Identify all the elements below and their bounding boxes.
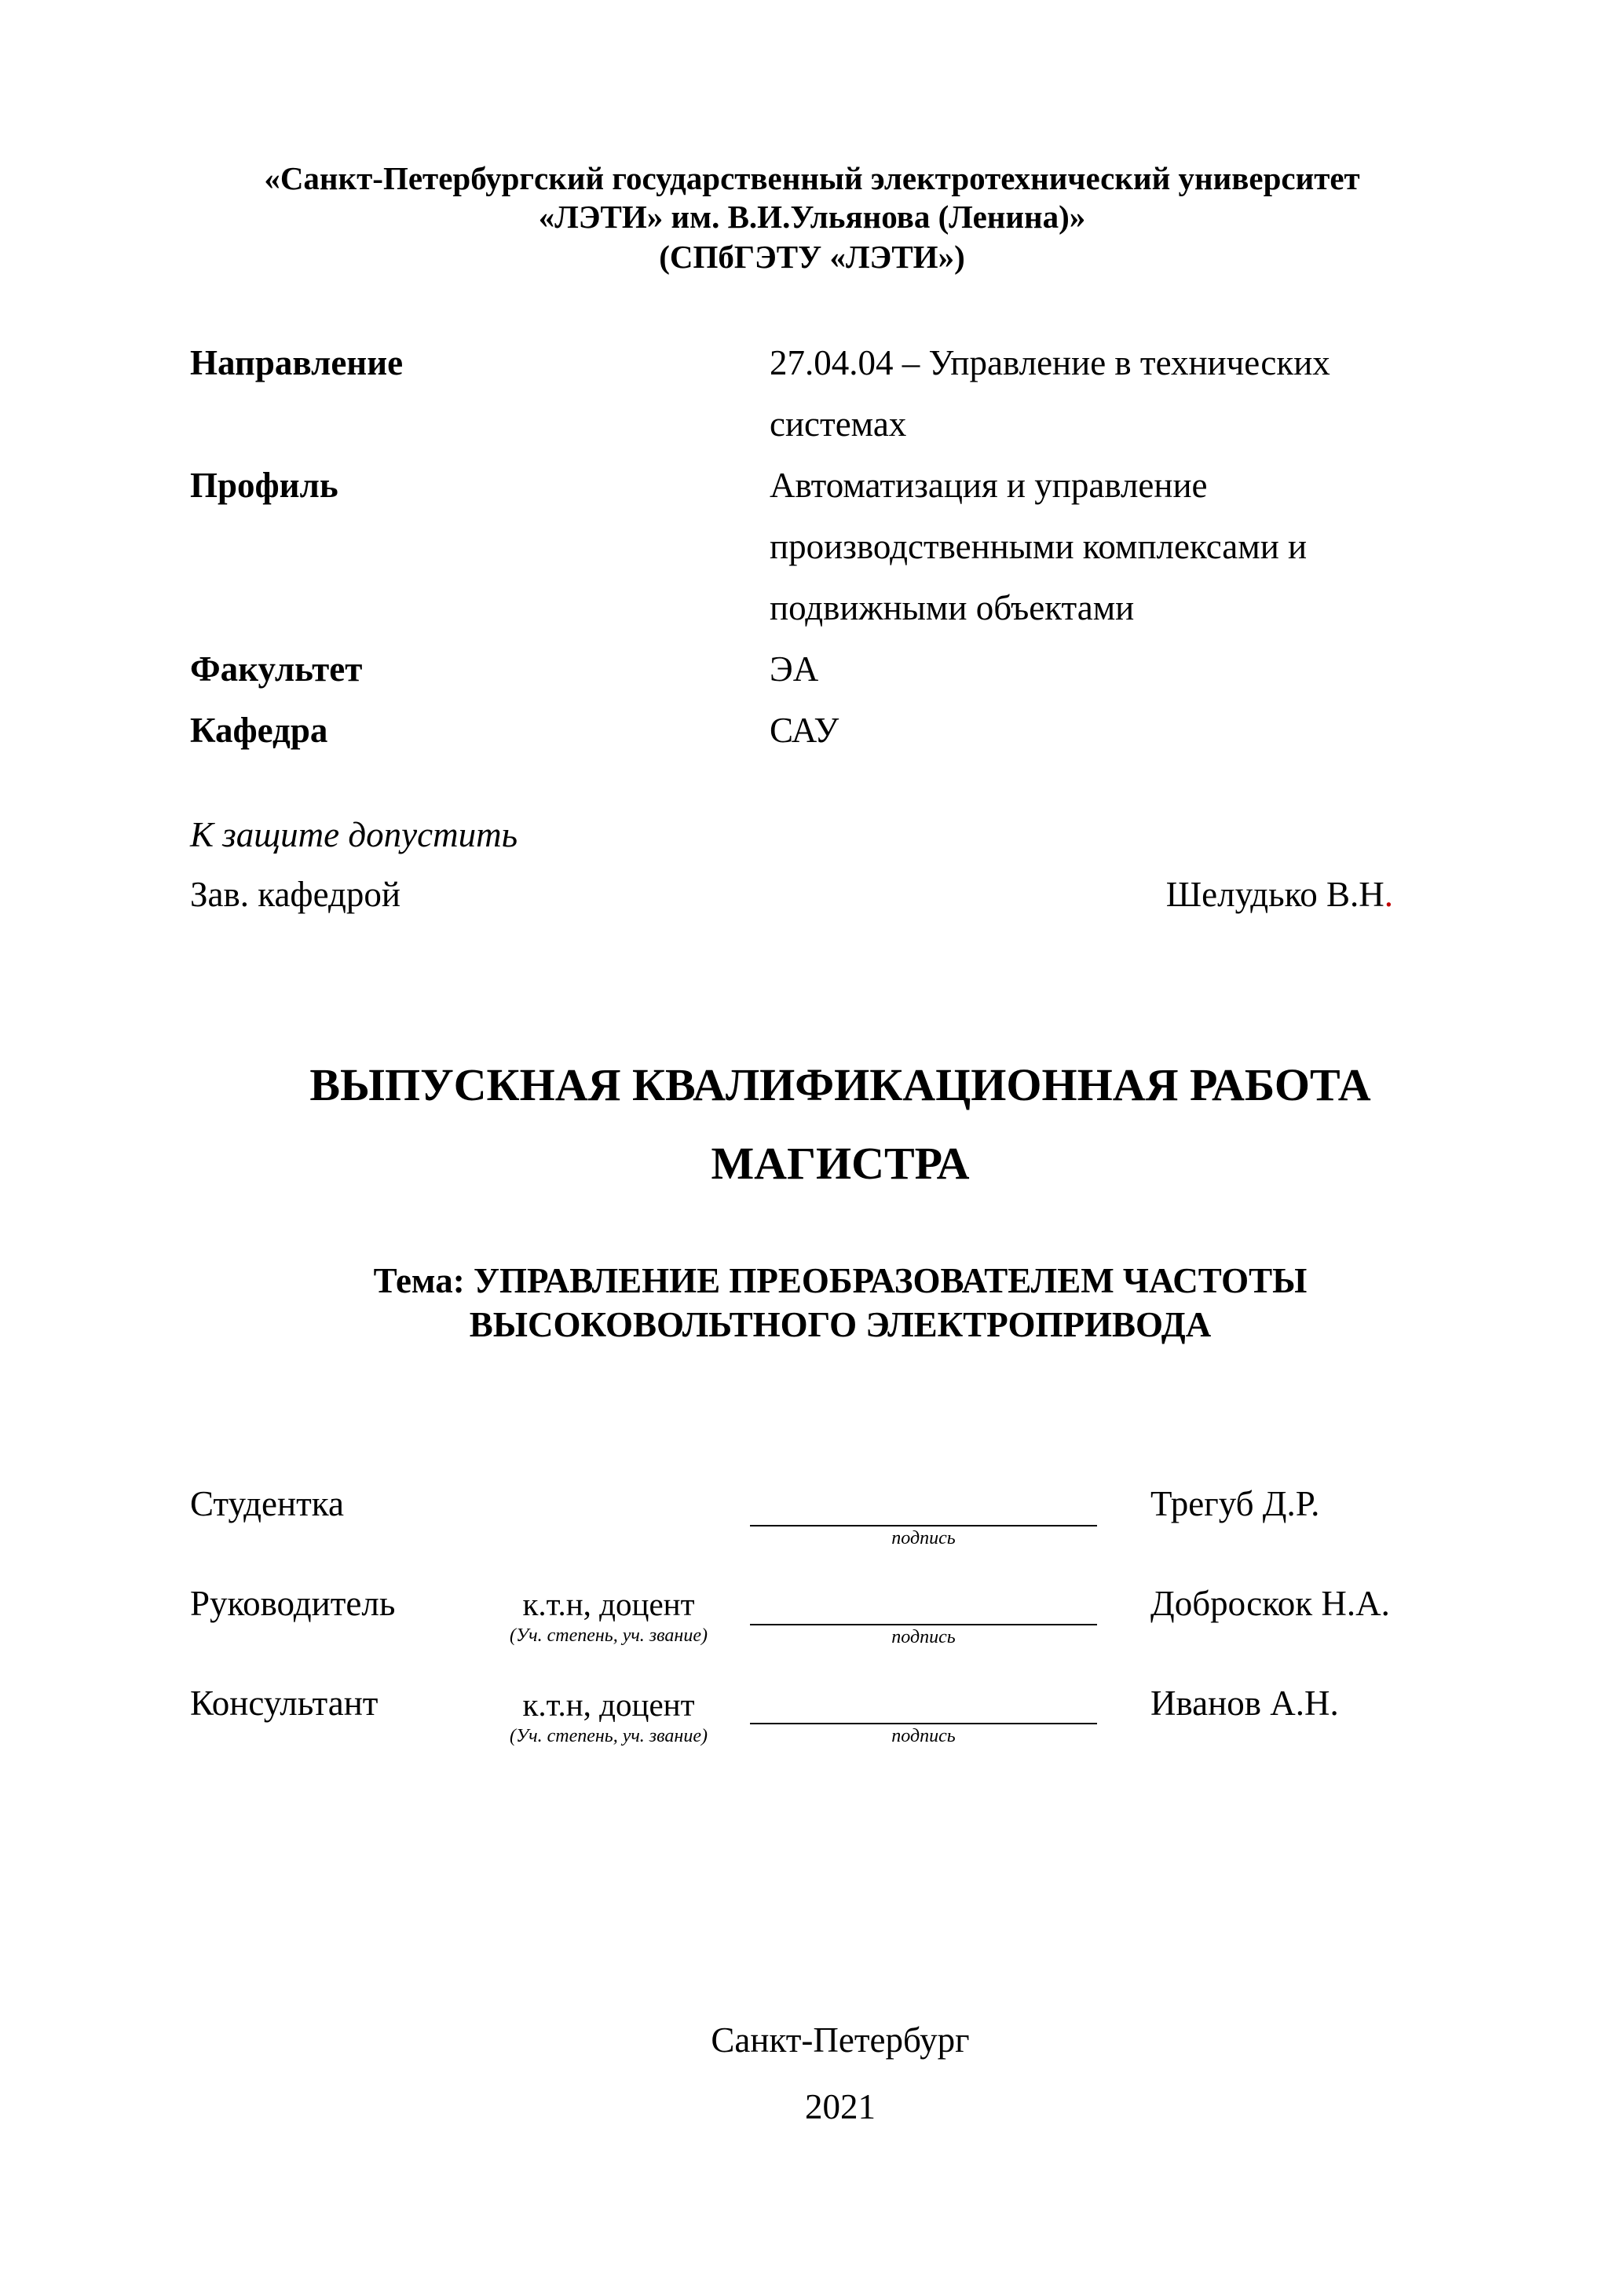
university-name-line-2: «ЛЭТИ» им. В.И.Ульянова (Ленина)» bbox=[538, 199, 1086, 235]
faculty-value: ЭА bbox=[770, 649, 819, 689]
head-name-dot: . bbox=[1384, 875, 1393, 914]
direction-value-line-1: 27.04.04 – Управление в технических bbox=[770, 343, 1330, 382]
university-abbreviation: (СПбГЭТУ «ЛЭТИ») bbox=[659, 239, 965, 275]
university-name-line-1: «Санкт-Петербургский государственный электротехнический университет bbox=[264, 160, 1360, 196]
profile-value-line-2: производственными комплексами и bbox=[770, 527, 1308, 566]
direction-value-line-2: системах bbox=[770, 404, 907, 444]
defense-permit-note: К защите допустить bbox=[190, 815, 518, 854]
department-value: САУ bbox=[770, 711, 839, 750]
document-title-line-1: ВЫПУСКНАЯ КВАЛИФИКАЦИОННАЯ РАБОТА bbox=[309, 1059, 1371, 1110]
supervisor-name: Доброскок Н.А. bbox=[1150, 1584, 1390, 1623]
consultant-degree: к.т.н, доцент bbox=[522, 1687, 695, 1723]
head-name-text: Шелудько В.Н bbox=[1165, 875, 1384, 914]
profile-label: Профиль bbox=[190, 466, 338, 505]
supervisor-role: Руководитель bbox=[190, 1584, 396, 1623]
direction-label: Направление bbox=[190, 343, 404, 382]
consultant-role: Консультант bbox=[190, 1684, 379, 1723]
consultant-name: Иванов А.Н. bbox=[1150, 1684, 1339, 1723]
head-of-department-label: Зав. кафедрой bbox=[190, 875, 401, 914]
consultant-degree-note: (Уч. степень, уч. звание) bbox=[510, 1726, 708, 1746]
consultant-signature-note: подпись bbox=[891, 1726, 956, 1746]
document-title-line-2: МАГИСТРА bbox=[711, 1138, 970, 1189]
student-role: Студентка bbox=[190, 1484, 344, 1523]
head-of-department-name bbox=[1166, 864, 1393, 925]
profile-value-line-1: Автоматизация и управление bbox=[770, 466, 1208, 505]
faculty-label: Факультет bbox=[190, 649, 363, 689]
topic-line-1: Тема: УПРАВЛЕНИЕ ПРЕОБРАЗОВАТЕЛЕМ ЧАСТОТЫ bbox=[373, 1261, 1308, 1300]
department-label: Кафедра bbox=[190, 711, 328, 750]
topic-line-2: ВЫСОКОВОЛЬТНОГО ЭЛЕКТРОПРИВОДА bbox=[469, 1305, 1212, 1344]
student-name: Трегуб Д.Р. bbox=[1150, 1484, 1320, 1523]
profile-value-line-3: подвижными объектами bbox=[770, 588, 1135, 627]
supervisor-degree-note: (Уч. степень, уч. звание) bbox=[510, 1625, 708, 1646]
student-signature-note: подпись bbox=[891, 1528, 956, 1548]
supervisor-signature-note: подпись bbox=[891, 1627, 956, 1647]
supervisor-degree: к.т.н, доцент bbox=[522, 1586, 695, 1622]
year: 2021 bbox=[805, 2087, 876, 2126]
city: Санкт-Петербург bbox=[711, 2020, 970, 2060]
